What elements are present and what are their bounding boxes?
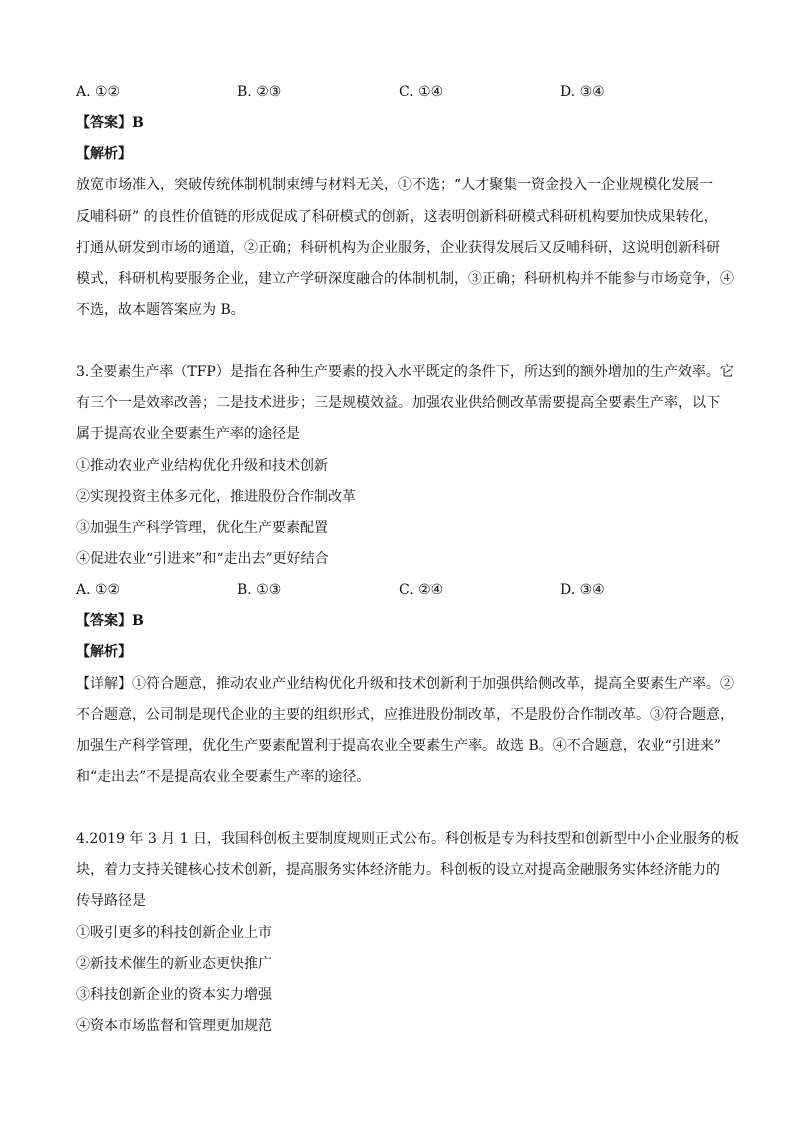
q3-stem-line: 属于提高农业全要素生产率的途径是 <box>76 426 300 442</box>
q4-item: ②新技术催生的新业态更快推广 <box>76 956 272 972</box>
q2-option-b: B. ②③ <box>237 84 282 100</box>
q4-stem-line: 块，着力支持关键核心技术创新，提高服务实体经济能力。科创板的设立对提高金融服务实体经济能力的 <box>76 862 720 878</box>
q3-analysis-line: 和“走出去”不是提高农业全要素生产率的途径。 <box>76 769 371 785</box>
q3-option-d: D. ③④ <box>560 582 605 598</box>
q2-answer: 【答案】B <box>76 115 144 131</box>
q2-option-a: A. ①② <box>76 84 121 100</box>
q2-options <box>76 82 726 102</box>
q2-analysis-line: 模式，科研机构要服务企业，建立产学研深度融合的体制机制，③正确；科研机构并不能参与市场竞争，④ <box>76 271 734 287</box>
q2-analysis-line: 反哺科研” 的良性价值链的形成促成了科研模式的创新，这表明创新科研模式科研机构要加快成果转化， <box>76 209 718 225</box>
q3-stem-line: 有三个一是效率改善；二是技术进步；三是规模效益。加强农业供给侧改革需要提高全要素生产率，以下 <box>76 395 720 411</box>
q4-item: ①吸引更多的科技创新企业上市 <box>76 925 272 941</box>
q3-item: ④促进农业“引进来”和“走出去”更好结合 <box>76 551 329 567</box>
q3-options <box>76 580 726 600</box>
q3-option-c: C. ②④ <box>399 582 444 598</box>
q3-stem-line: 3.全要素生产率（TFP）是指在各种生产要素的投入水平既定的条件下，所达到的额外增加的生产效率。它 <box>76 364 734 380</box>
q4-item: ③科技创新企业的资本实力增强 <box>76 987 272 1003</box>
q3-analysis-line: 加强生产科学管理，优化生产要素配置利于提高农业全要素生产率。故选 B。④不合题意，农业“引进来” <box>76 738 722 754</box>
q2-option-d: D. ③④ <box>560 84 605 100</box>
q2-option-c: C. ①④ <box>399 84 444 100</box>
q3-analysis-title: 【解析】 <box>76 644 132 660</box>
q4-item: ④资本市场监督和管理更加规范 <box>76 1018 272 1034</box>
q3-option-a: A. ①② <box>76 582 121 598</box>
q3-analysis-line: 不合题意，公司制是现代企业的主要的组织形式，应推进股份制改革，不是股份合作制改革。③符合题意， <box>76 707 734 723</box>
q3-item: ③加强生产科学管理，优化生产要素配置 <box>76 520 328 536</box>
q3-answer: 【答案】B <box>76 613 144 629</box>
q3-option-b: B. ①③ <box>237 582 282 598</box>
q4-stem-line: 传导路径是 <box>76 893 146 909</box>
q2-analysis-line: 不选，故本题答案应为 B。 <box>76 302 245 318</box>
q2-analysis-title: 【解析】 <box>76 146 132 162</box>
q2-analysis-line: 放宽市场准入，突破传统体制机制束缚与材料无关，①不选；“人才聚集一资金投入一企业规模化发展一 <box>76 177 714 193</box>
q4-stem-line: 4.2019 年 3 月 1 日，我国科创板主要制度规则正式公布。科创板是专为科技型和创新型中小企业服务的板 <box>76 831 740 847</box>
q2-analysis-line: 打通从研发到市场的通道，②正确；科研机构为企业服务，企业获得发展后又反哺科研，这说明创新科研 <box>76 240 720 256</box>
q3-item: ②实现投资主体多元化，推进股份合作制改革 <box>76 489 356 505</box>
q3-analysis-line: 【详解】①符合题意，推动农业产业结构优化升级和技术创新利于加强供给侧改革，提高全要素生产率。② <box>76 676 734 692</box>
q3-item: ①推动农业产业结构优化升级和技术创新 <box>76 458 328 474</box>
